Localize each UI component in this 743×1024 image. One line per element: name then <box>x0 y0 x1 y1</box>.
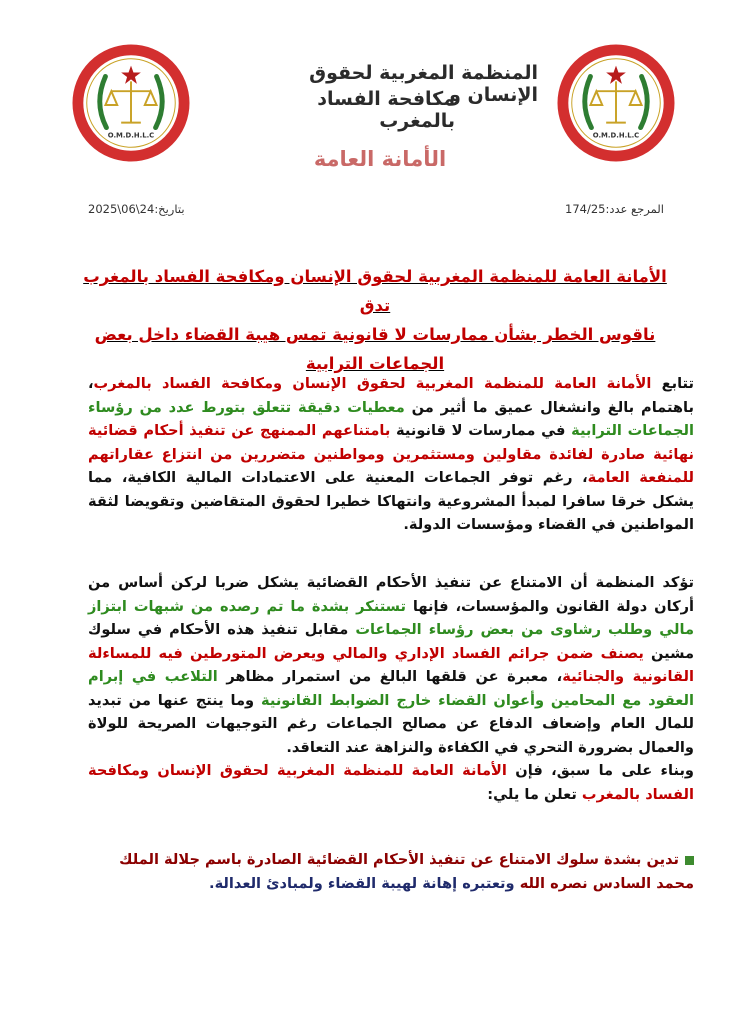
headline-line1: الأمانة العامة للمنظمة المغربية لحقوق الإنسان ومكافحة الفساد بالمغرب تدق <box>83 267 667 315</box>
p1-highlight-red: بامتناعهم الممنهج عن تنفيذ أحكام قضائية نهائية صادرة لفائدة مقاولين ومستثمرين ومواطنين متضررين من انتزاع عقاراتهم للمنفعة العامة <box>88 422 695 486</box>
p2-text-4: وما ينتج عنها من تبديد للمال العام وإضعاف الدفاع عن مصالح الجماعات رغم التوجيهات الصريحة للولاة والعمال بضرورة التحري في الكفاءة والنزاهة عند التعاقد. <box>88 691 694 756</box>
p1-text-3: في ممارسات لا قانونية <box>390 422 572 439</box>
bullet1-text-1: تدين بشدة سلوك الامتناع عن تنفيذ الأحكام القضائية الصادرة باسم جلالة الملك محمد السادس نصره الله <box>119 851 694 892</box>
p2-highlight-red-1: يصنف ضمن جرائم الفساد الإداري والمالي ويعرض المتورطين فيه للمساءلة القانونية والجنائية <box>88 644 695 685</box>
p2-text-1: تؤكد المنظمة أن الامتناع عن تنفيذ الأحكام القضائية يشكل ضربا لركن أساس من أركان دولة القانون والمؤسسات، فإنها <box>88 574 694 615</box>
headline-line2: ناقوس الخطر بشأن ممارسات لا قانونية تمس هيبة القضاء داخل بعض <box>94 325 656 344</box>
headline <box>70 262 680 378</box>
p1-text-4: ، رغم توفر الجماعات المعنية على الاعتمادات المالية الكافية، مما يشكل خرقا سافرا لمبدأ المشروعية وانتهاكا خطيرا لحقوق المتقاضين وتقويضا لثقة المواطنين في القضاء ومؤسسات الدولة. <box>88 469 694 533</box>
p2-highlight-green-1: تستنكر بشدة ما تم رصده من شبهات ابتزاز مالي وطلب رشاوى من بعض رؤساء الجماعات <box>88 597 694 638</box>
p1-highlight-green: معطيات دقيقة تتعلق بتورط عدد من رؤساء الجماعات الترابية <box>88 398 694 439</box>
paragraph-2 <box>88 571 694 806</box>
secretariat-label: الأمانة العامة <box>313 147 447 171</box>
org-name-line2: مكافحة الفساد بالمغرب <box>317 88 455 132</box>
document-date: بتاريخ:24\06\2025 <box>88 202 185 216</box>
org-logo-right <box>557 44 675 162</box>
headline-line3: الجماعات الترابية <box>305 354 445 373</box>
p1-org-name: الأمانة العامة للمنظمة المغربية لحقوق الإنسان ومكافحة الفساد بالمغرب <box>93 375 652 392</box>
p2-text-5: وبناء على ما سبق، فإن <box>506 762 695 779</box>
bullet-square-icon <box>685 856 694 865</box>
paragraph-1 <box>88 372 694 537</box>
org-logo-left <box>72 44 190 162</box>
p1-text-2: ، باهتمام بالغ وانشغال عميق ما أثير من <box>88 375 694 416</box>
bullet1-text-2: وتعتبره إهانة لهيبة القضاء ولمبادئ العدالة. <box>209 875 520 892</box>
p2-org-name: الأمانة العامة للمنظمة المغربية لحقوق الإنسان ومكافحة الفساد بالمغرب <box>88 762 694 803</box>
logo-initials-right: O.M.D.H.L.C <box>592 131 640 140</box>
logo-initials-left: O.M.D.H.L.C <box>107 131 155 140</box>
org-name-line1: المنظمة المغربية لحقوق الإنسان و <box>309 62 538 106</box>
p2-text-6: تعلن ما يلي: <box>487 785 582 803</box>
p2-text-2: مقابل تنفيذ هذه الأحكام في سلوك مشين <box>88 621 694 662</box>
p2-highlight-green-2: التلاعب في إبرام العقود مع المحامين وأعوان القضاء خارج الضوابط القانونية <box>88 668 694 709</box>
p2-text-3: ، معبرة عن قلقها البالغ من استمرار مظاهر <box>217 668 563 685</box>
p1-text-1: تتابع <box>651 375 694 392</box>
document-reference: المرجع عدد:174/25 <box>565 202 664 216</box>
bullet-item-1 <box>82 848 694 896</box>
